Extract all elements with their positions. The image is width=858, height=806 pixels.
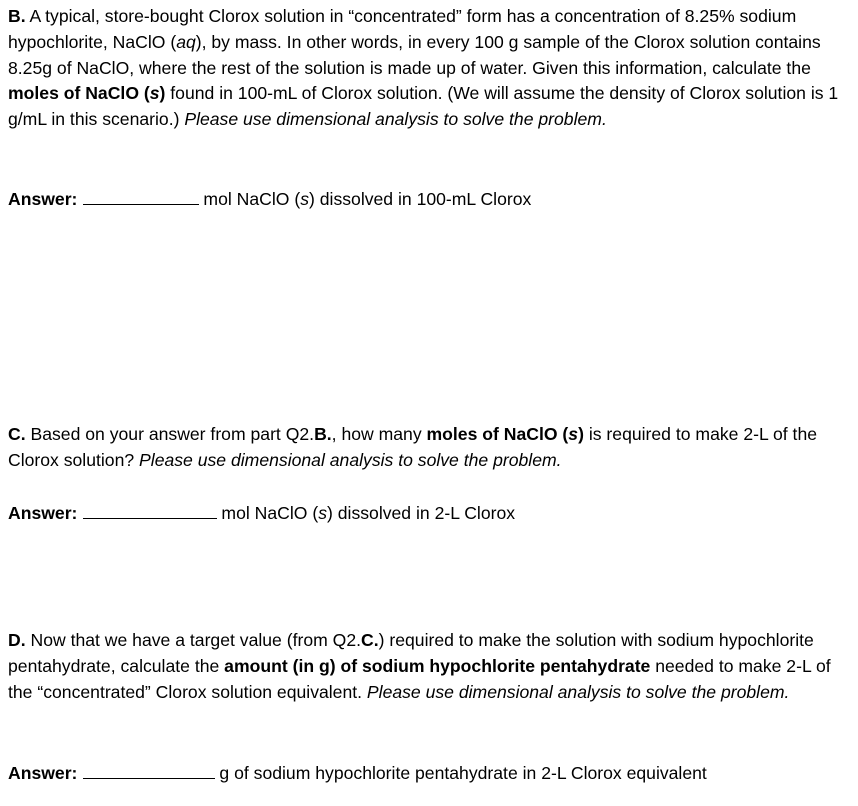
question-c-letter: C. bbox=[8, 424, 26, 444]
answer-b-unit: mol NaClO (s) dissolved in 100-mL Clorox bbox=[203, 189, 532, 209]
question-b-target: moles of NaClO (s) bbox=[8, 83, 166, 104]
answer-c-label: Answer: bbox=[8, 503, 78, 523]
answer-d-unit: g of sodium hypochlorite pentahydrate in 2-L Clorox equivalent bbox=[219, 763, 707, 783]
question-c-instruction: Please use dimensional analysis to solve the problem. bbox=[139, 449, 562, 470]
question-b-text: B. A typical, store-bought Clorox solution in “concentrated” form has a concentration of 8.25% sodium hypochlorite, NaClO (aq), by mass. In other words, in every 100 g sample of the Clorox solution contains 8.25g of NaClO, where the rest of the solution is made up of water. Given this information, calculate the moles of NaClO (s) found in 100-mL of Clorox solution. (We will assume the density of Clorox solution is 1 g/mL in this scenario.) Please use dimensional analysis to solve the problem. bbox=[8, 6, 839, 130]
answer-d-label: Answer: bbox=[8, 763, 78, 783]
question-b-letter: B. bbox=[8, 6, 26, 26]
question-d-instruction: Please use dimensional analysis to solve the problem. bbox=[366, 681, 790, 702]
answer-c-row bbox=[8, 500, 515, 527]
question-d-text: D. Now that we have a target value (from Q2.C.) required to make the solution with sodium hypochlorite pentahydrate, calculate the amount (in g) of sodium hypochlorite pentahydrate needed to make 2-L of the “concentrated” Clorox solution equivalent. Please use dimensional analysis to solve the problem. bbox=[8, 630, 831, 702]
answer-d-blank[interactable] bbox=[83, 760, 215, 779]
answer-d-row bbox=[8, 760, 707, 787]
question-d-letter: D. bbox=[8, 630, 26, 650]
question-d-target: amount (in g) of sodium hypochlorite pentahydrate bbox=[224, 655, 651, 676]
answer-c-blank[interactable] bbox=[83, 500, 217, 519]
question-c-target: moles of NaClO (s) bbox=[426, 424, 584, 444]
answer-b-row bbox=[8, 186, 531, 213]
question-b-instruction: Please use dimensional analysis to solve the problem. bbox=[184, 109, 607, 130]
answer-c-unit: mol NaClO (s) dissolved in 2-L Clorox bbox=[221, 503, 516, 523]
answer-b-label: Answer: bbox=[8, 189, 78, 209]
question-c-text: C. Based on your answer from part Q2.B., how many moles of NaClO (s) is required to make 2-L of the Clorox solution? Please use dimensional analysis to solve the problem. bbox=[8, 424, 818, 470]
answer-b-blank[interactable] bbox=[83, 186, 199, 205]
